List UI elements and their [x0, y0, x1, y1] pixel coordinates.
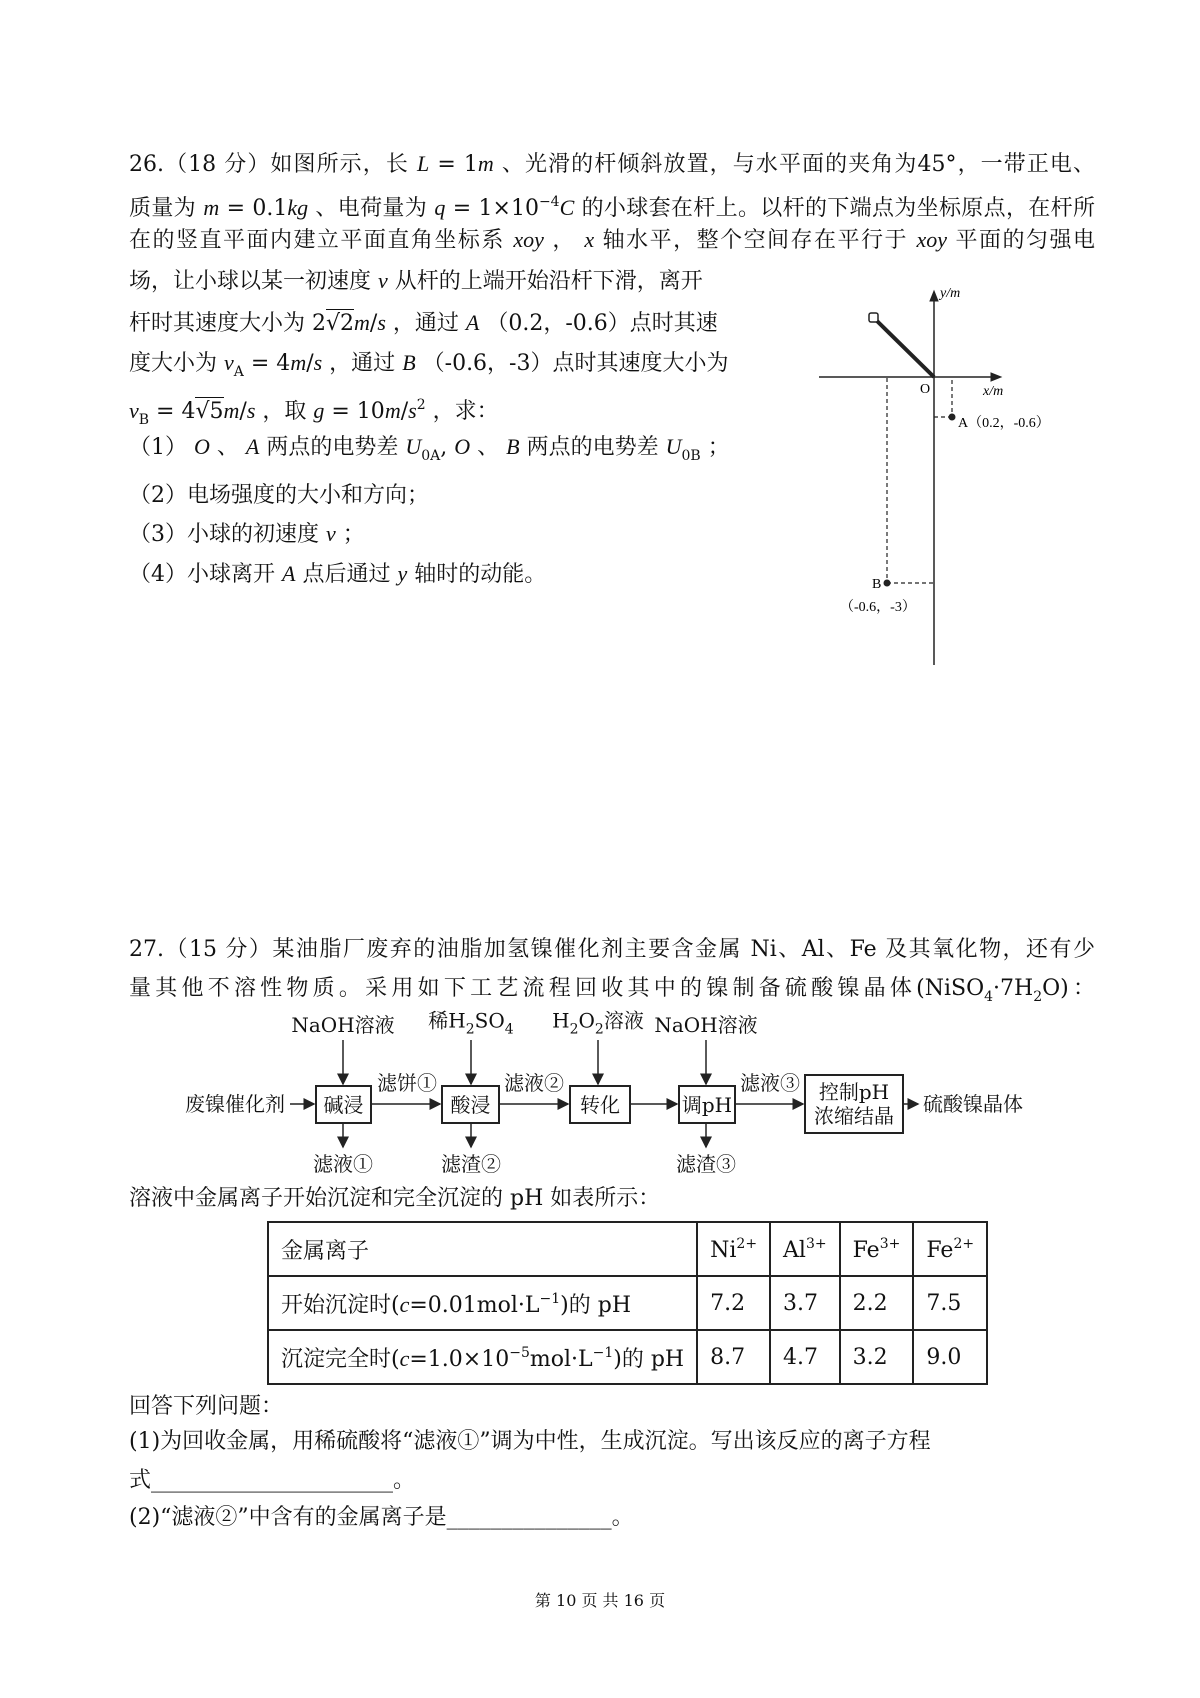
ion-cell: [697, 1222, 770, 1276]
text-segment: = 0.1: [219, 196, 288, 221]
text-segment: v: [378, 268, 388, 293]
text-segment: /: [239, 399, 247, 424]
t: 沉淀完全时(: [281, 1346, 400, 1372]
text-segment: = 4: [149, 399, 196, 424]
r2-d: 4: [504, 1021, 514, 1038]
ion-base: Fe: [852, 1237, 880, 1263]
cell: 7.2: [697, 1276, 770, 1330]
flow-link-1: 滤饼①: [377, 1071, 437, 1095]
point-a-label: A（0.2，-0.6）: [958, 416, 1050, 431]
text-segment: kg: [287, 195, 309, 220]
text-segment: = 10: [324, 399, 385, 424]
r3-a: H: [552, 1008, 570, 1033]
text-segment: v: [326, 521, 336, 546]
r3-e: 溶液: [603, 1008, 644, 1033]
table-row: [268, 1330, 987, 1384]
r2-c: SO: [474, 1008, 505, 1033]
text-segment: （3）小球的初速度: [129, 522, 326, 547]
cell: 9.0: [913, 1330, 987, 1384]
flow-reagent-1: NaOH溶液: [291, 1013, 395, 1037]
origin-label: O: [920, 382, 931, 397]
text-segment: = 1×10: [445, 196, 539, 221]
header-cell: 金属离子: [268, 1222, 697, 1276]
r3-d: 2: [594, 1021, 604, 1038]
t: mol·L: [529, 1346, 593, 1372]
text-segment: ·7H: [993, 976, 1034, 1001]
text-segment: （0.2，-0.6）点时其速: [479, 311, 718, 336]
text-segment: s: [246, 398, 256, 423]
text-segment: 量其他不溶性物质。采用如下工艺流程回收其中的镍制备硫酸镍晶体(NiSO: [129, 976, 985, 1001]
text-segment: s: [377, 310, 386, 335]
text-segment: （4）小球离开: [129, 562, 282, 587]
text-segment: 两点的电势差: [519, 435, 666, 460]
x-axis-label: x/m: [983, 384, 1004, 399]
text-segment: /: [400, 399, 409, 424]
ion-charge: 3+: [879, 1235, 901, 1252]
text-segment: 0A: [421, 448, 441, 464]
text-segment: B: [506, 434, 520, 459]
t: )的 pH: [560, 1292, 632, 1318]
ion-charge: 2+: [953, 1235, 975, 1252]
r3-c: O: [578, 1008, 595, 1033]
text-segment: −4: [538, 194, 560, 210]
flow-step-3: 转化: [569, 1085, 631, 1124]
flow-step-4: 调pH: [678, 1085, 736, 1124]
text-segment: v: [129, 398, 139, 423]
text-segment: 2: [416, 397, 426, 413]
text-segment: A: [465, 310, 480, 335]
text-segment: U: [405, 434, 422, 459]
table-row: [268, 1276, 987, 1330]
ion-cell: [840, 1222, 914, 1276]
text-segment: 轴时的动能。: [407, 562, 547, 587]
t: −5: [509, 1344, 530, 1361]
text-segment: ，求：: [425, 399, 499, 424]
text-segment: = 1: [429, 152, 478, 177]
text-segment: （-0.6，-3）点时其速度大小为: [415, 351, 729, 376]
text-segment: 0B: [681, 448, 701, 464]
text-segment: m: [223, 398, 240, 423]
text-segment: ；: [700, 435, 730, 460]
text-segment: m: [354, 310, 370, 335]
text-segment: 26.（18 分）如图所示，长: [129, 152, 418, 177]
t: =1.0×10: [409, 1346, 510, 1372]
text-segment: /: [306, 351, 314, 376]
flow-reagent-4: NaOH溶液: [654, 1013, 758, 1037]
text-segment: 、光滑的杆倾斜放置，与水平面的夹角为45°，一带正电、: [493, 152, 1096, 177]
cell: 3.2: [840, 1330, 914, 1384]
text-segment: 2: [1033, 989, 1043, 1005]
point-b-label: B: [872, 577, 882, 592]
text-segment: s: [408, 398, 417, 423]
ion-base: Al: [783, 1237, 806, 1263]
text-segment: 平面的匀强电: [947, 228, 1095, 253]
text-segment: B: [138, 412, 150, 428]
flow-end: 硫酸镍晶体: [923, 1092, 1023, 1116]
text-segment: q: [434, 195, 446, 220]
text-segment: （1）: [129, 435, 194, 460]
text-segment: O: [194, 434, 210, 459]
flow-link-4: 滤液③: [740, 1071, 800, 1095]
t: =0.01mol·L: [409, 1292, 540, 1318]
answer-intro: 回答下列问题：: [129, 1394, 284, 1419]
text-segment: ,: [440, 435, 455, 460]
text-segment: 度大小为: [129, 351, 224, 376]
text-segment: √ 2: [326, 309, 354, 336]
text-segment: √ 5: [195, 397, 223, 424]
text-segment: ，取: [255, 399, 314, 424]
text-segment: m: [203, 195, 220, 220]
text-segment: g: [313, 398, 325, 423]
t: 开始沉淀时(: [281, 1292, 400, 1318]
step5-line2: 浓缩结晶: [814, 1104, 894, 1128]
r3-b: 2: [569, 1021, 579, 1038]
flow-reagent-2: [428, 1009, 513, 1042]
table-header-row: [268, 1222, 987, 1276]
ion-charge: 3+: [805, 1235, 827, 1252]
t: −1: [539, 1290, 561, 1307]
flow-step-1: 碱浸: [315, 1085, 372, 1124]
point-b-coords: （-0.6，-3）: [840, 600, 916, 615]
text-segment: 4: [984, 989, 994, 1005]
text-segment: xoy: [513, 227, 544, 252]
text-segment: s: [313, 350, 323, 375]
text-segment: 质量为: [129, 196, 204, 221]
sub-question-2: (2)“滤液②”中含有的金属离子是_______________。: [129, 1505, 634, 1530]
text-segment: 27.（15 分）某油脂厂废弃的油脂加氢镍催化剂主要含金属 Ni、Al、Fe 及其氧化物，还有少: [129, 937, 1095, 962]
text-segment: xoy: [916, 227, 948, 252]
t: c: [399, 1291, 410, 1317]
text-segment: 场，让小球以某一初速度: [129, 269, 378, 294]
flow-start: 废镍催化剂: [185, 1092, 285, 1116]
text-segment: m: [477, 151, 494, 176]
flow-step-5: [804, 1074, 904, 1134]
text-segment: L: [417, 151, 430, 176]
flow-out-1: 滤液①: [313, 1152, 373, 1176]
ion-base: Ni: [710, 1237, 737, 1263]
text-segment: 点后通过: [295, 562, 398, 587]
text-segment: m: [384, 398, 401, 423]
text-segment: ，通过: [385, 311, 466, 336]
y-axis-label: y/m: [940, 286, 961, 301]
text-segment: 、电荷量为: [308, 196, 435, 221]
text-segment: m: [290, 350, 307, 375]
row-label: [268, 1330, 697, 1384]
flow-out-2: 滤渣②: [441, 1152, 501, 1176]
flow-reagent-3: [552, 1009, 644, 1042]
t: −1: [592, 1344, 614, 1361]
cell: 3.7: [770, 1276, 840, 1330]
r2-b: 2: [465, 1021, 475, 1038]
sub-question-1: (1)为回收金属，用稀硫酸将“滤液①”调为中性，生成沉淀。写出该反应的离子方程: [129, 1429, 931, 1454]
text-segment: 从杆的上端开始沿杆下滑，离开: [387, 269, 703, 294]
cell: 4.7: [770, 1330, 840, 1384]
text-segment: U: [665, 434, 682, 459]
row-label: [268, 1276, 697, 1330]
cell: 7.5: [913, 1276, 987, 1330]
text-segment: ；: [335, 522, 365, 547]
text-segment: O: [454, 434, 471, 459]
ph-table: [267, 1221, 988, 1385]
text-segment: A: [233, 364, 244, 380]
table-intro: 溶液中金属离子开始沉淀和完全沉淀的 pH 如表所示：: [129, 1186, 661, 1211]
flow-out-4: 滤渣③: [676, 1152, 736, 1176]
text-segment: A: [245, 434, 260, 459]
text-segment: （2）电场强度的大小和方向；: [129, 483, 429, 508]
flow-link-2: 滤液②: [504, 1071, 564, 1095]
text-segment: A: [282, 561, 296, 586]
text-segment: ，通过: [322, 351, 403, 376]
text-segment: 、: [209, 435, 246, 460]
r2-a: 稀H: [428, 1008, 466, 1033]
cell: 2.2: [840, 1276, 914, 1330]
text-segment: B: [402, 350, 416, 375]
ion-cell: [913, 1222, 987, 1276]
text-segment: x: [584, 227, 595, 252]
ion-charge: 2+: [736, 1235, 758, 1252]
text-segment: C: [559, 195, 575, 220]
ion-base: Fe: [926, 1237, 954, 1263]
text-segment: 的小球套在杆上。以杆的下端点为坐标原点，在杆所: [574, 196, 1095, 221]
text-segment: y: [397, 561, 408, 586]
step5-line1: 控制pH: [818, 1080, 890, 1104]
text-segment: 、: [470, 435, 507, 460]
text-segment: 在的竖直平面内建立平面直角坐标系: [129, 228, 514, 253]
t: c: [399, 1345, 410, 1371]
text-segment: O)：: [1042, 976, 1095, 1001]
cell: 8.7: [697, 1330, 770, 1384]
flow-step-2: 酸浸: [441, 1085, 500, 1124]
page-footer: 第 10 页 共 16 页: [534, 1591, 666, 1610]
t: )的 pH: [613, 1346, 685, 1372]
text-segment: /: [369, 311, 378, 336]
ion-cell: [770, 1222, 840, 1276]
sub-question-1-blank: 式______________________。: [129, 1468, 416, 1493]
text-segment: = 4: [243, 351, 291, 376]
text-segment: 轴水平，整个空间存在平行于: [594, 228, 917, 253]
text-segment: v: [224, 350, 234, 375]
text-segment: 两点的电势差: [259, 435, 406, 460]
text-segment: 杆时其速度大小为 2: [129, 311, 326, 336]
text-segment: ，: [543, 228, 585, 253]
